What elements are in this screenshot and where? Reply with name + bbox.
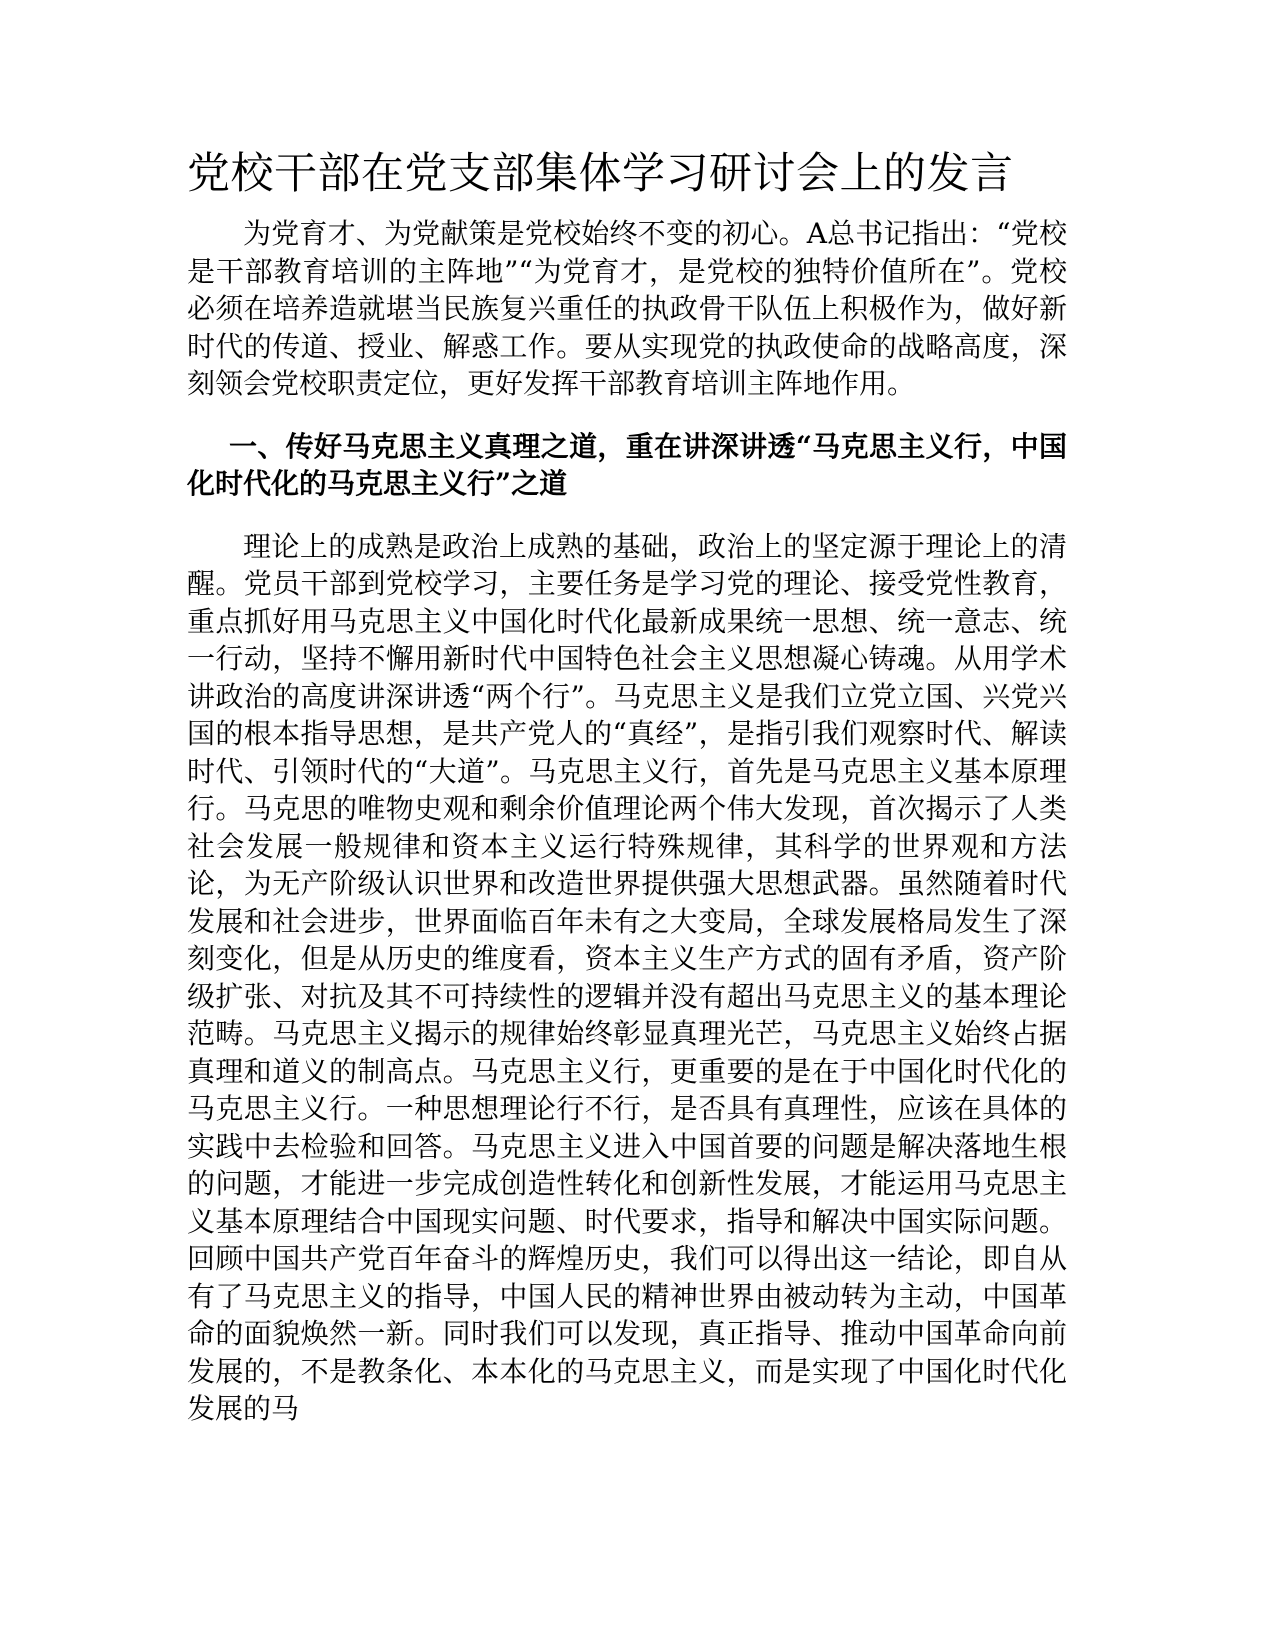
- document-page: [187, 145, 1067, 1453]
- section-body-paragraph: 理论上的成熟是政治上成熟的基础，政治上的坚定源于理论上的清醒。党员干部到党校学习，主要任务是学习党的理论、接受党性教育，重点抓好用马克思主义中国化时代化最新成果统一思想、统一意志、统一行动，坚持不懈用新时代中国特色社会主义思想凝心铸魂。从用学术讲政治的高度讲深讲透“两个行”。马克思主义是我们立党立国、兴党兴国的根本指导思想，是共产党人的“真经”，是指引我们观察时代、解读时代、引领时代的“大道”。马克思主义行，首先是马克思主义基本原理行。马克思的唯物史观和剩余价值理论两个伟大发现，首次揭示了人类社会发展一般规律和资本主义运行特殊规律，其科学的世界观和方法论，为无产阶级认识世界和改造世界提供强大思想武器。虽然随着时代发展和社会进步，世界面临百年未有之大变局，全球发展格局发生了深刻变化，但是从历史的维度看，资本主义生产方式的固有矛盾，资产阶级扩张、对抗及其不可持续性的逻辑并没有超出马克思主义的基本理论范畴。马克思主义揭示的规律始终彰显真理光芒，马克思主义始终占据真理和道义的制高点。马克思主义行，更重要的是在于中国化时代化的马克思主义行。一种思想理论行不行，是否具有真理性，应该在具体的实践中去检验和回答。马克思主义进入中国首要的问题是解决落地生根的问题，才能进一步完成创造性转化和创新性发展，才能运用马克思主义基本原理结合中国现实问题、时代要求，指导和解决中国实际问题。回顾中国共产党百年奋斗的辉煌历史，我们可以得出这一结论，即自从有了马克思主义的指导，中国人民的精神世界由被动转为主动，中国革命的面貌焕然一新。同时我们可以发现，真正指导、推动中国革命向前发展的，不是教条化、本本化的马克思主义，而是实现了中国化时代化发展的马: [187, 529, 1067, 1425]
- section-heading: 一、传好马克思主义真理之道，重在讲深讲透“马克思主义行，中国化时代化的马克思主义行”之道: [187, 429, 1067, 500]
- intro-paragraph: 为党育才、为党献策是党校始终不变的初心。A总书记指出：“党校是干部教育培训的主阵地”“为党育才，是党校的独特价值所在”。党校必须在培养造就堪当民族复兴重任的执政骨干队伍上积极作为，做好新时代的传道、授业、解惑工作。要从实现党的执政使命的战略高度，深刻领会党校职责定位，更好发挥干部教育培训主阵地作用。: [187, 217, 1067, 400]
- document-title: 党校干部在党支部集体学习研讨会上的发言: [187, 149, 1014, 199]
